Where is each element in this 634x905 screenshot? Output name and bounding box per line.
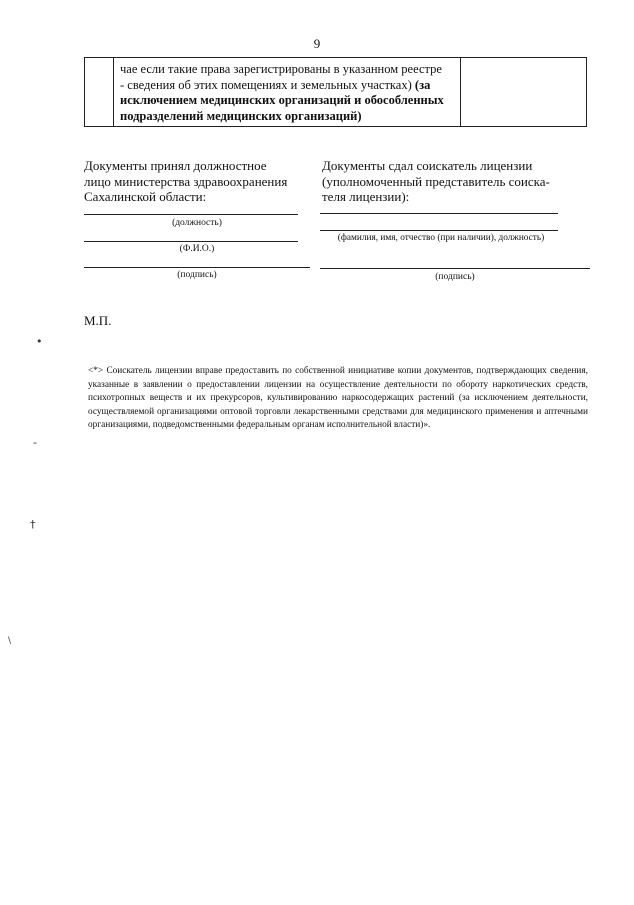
signature-caption-right: (подпись): [435, 272, 475, 282]
submitted-by-line-2: (уполномоченный представитель соиска-: [322, 173, 550, 189]
table-line-1: чае если такие права зарегистрированы в указанном реестре: [120, 62, 442, 76]
accepted-by-line-1: Документы принял должностное: [84, 158, 267, 173]
accepted-by-line-2: лицо министерства здравоохранения: [84, 173, 288, 189]
submitter-line-1: [320, 213, 558, 214]
accepted-by-line-3: Сахалинской области:: [84, 189, 207, 204]
scan-speck: \: [8, 636, 12, 646]
submitted-by-line-1: Документы сдал соискатель лицензии: [322, 158, 533, 173]
table-column-divider: [460, 58, 461, 126]
requirements-table: [84, 57, 587, 127]
scan-speck: -: [33, 436, 37, 449]
table-line-3: исключением медицинских организаций и обособленных: [120, 93, 444, 107]
stamp-place-label: М.П.: [84, 313, 112, 328]
table-line-2: - сведения об этих помещениях и земельных участках) (за: [120, 77, 431, 92]
signature-caption-left: (подпись): [177, 270, 217, 280]
submitter-name-caption: (фамилия, имя, отчество (при наличии), должность): [337, 233, 545, 243]
submitted-by-block: [322, 158, 572, 205]
footnote: <*> Соискатель лицензии вправе предоставить по собственной инициативе копии документов, подтверждающих сведения, указанные в заявлении о предоставлении лицензии на осуществление деятельности по обороту наркотических средств, психотропных веществ и их прекурсоров, культивированию наркосодержащих растений (за исключением деятельности, осуществляемой организациями оптовой торговли лекарственными средствами для медицинского применения и аптечными организациями, подведомственными федеральным органам исполнительной власти)».: [88, 366, 588, 430]
name-line: [84, 241, 298, 242]
scan-speck: •: [36, 335, 43, 348]
scan-speck: †: [30, 518, 36, 531]
name-caption: (Ф.И.О.): [179, 244, 215, 254]
signature-line-left: [84, 267, 310, 268]
position-caption: (должность): [172, 218, 222, 228]
table-cell-text: [120, 62, 456, 124]
submitter-line-2: [320, 230, 558, 231]
submitted-by-line-3: теля лицензии):: [322, 189, 410, 204]
position-line: [84, 214, 298, 215]
table-line-4: подразделений медицинских организаций): [120, 108, 362, 123]
accepted-by-block: [84, 158, 314, 205]
table-column-divider: [113, 58, 114, 126]
signature-line-right: [320, 268, 590, 269]
page-number: 9: [313, 36, 321, 51]
